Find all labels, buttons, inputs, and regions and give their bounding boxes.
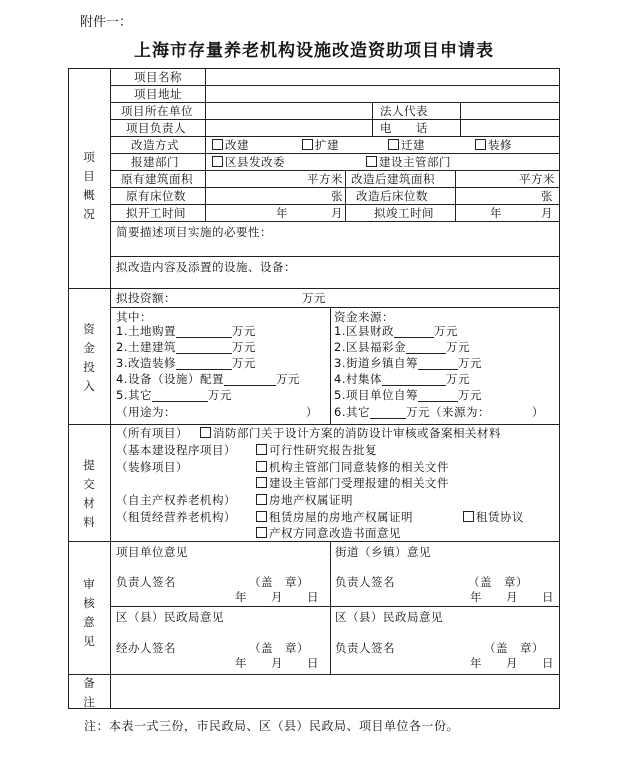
street-seal: （盖 章） [468,575,528,589]
orig-area-unit: 平方米 [307,172,343,186]
source-item-label: 3.街道乡镇自筹 [334,356,418,370]
district-seal-right: （盖 章） [484,641,544,655]
section-overview: 项目概况 [83,150,95,221]
fund-purpose: （用途为： ） [116,405,318,419]
label-column-divider [110,68,111,709]
source-other: 6.其它 万元（来源为： ） [334,405,544,419]
district-date-right: 年 月 日 [470,656,554,670]
source-label: 资金来源： [334,310,394,324]
new-beds-label: 改造后床位数 [356,189,428,203]
fund-item-renovation [116,356,256,370]
dept-option-construction[interactable] [366,155,451,169]
district-sign-label-right: 负责人签名 [335,641,395,655]
project-name-field[interactable] [206,70,560,85]
property-cert-option[interactable] [256,493,353,507]
unit-opinion-label: 项目单位意见 [116,545,188,559]
option-label: 改建 [225,138,249,152]
source-of-label: （来源为： [429,405,490,419]
item-label: 1.土地购置 [116,324,176,338]
source-unit: 万元 [457,356,482,370]
checkbox-icon[interactable] [256,444,267,455]
fire-material-option[interactable] [200,426,501,440]
of-which-label: 其中： [116,310,152,324]
item-unit: 万元 [231,340,256,354]
checkbox-icon[interactable] [366,156,377,167]
option-label: 迁建 [401,138,425,152]
source-unit: 万元 [445,372,470,386]
unit-label: 项目所在单位 [121,104,193,118]
start-month: 月 [331,206,343,220]
method-label: 改造方式 [131,138,179,152]
source-village [334,372,470,386]
street-opinion-label: 街道（乡镇）意见 [335,545,431,559]
option-label: 装修 [488,138,512,152]
finish-label: 拟竣工时间 [374,206,434,220]
lease-option[interactable] [463,510,524,524]
option-label: 机构主管部门同意装修的相关文件 [269,460,449,474]
annex-label: 附件一： [80,15,133,30]
street-sign-label: 负责人签名 [335,575,395,589]
rule [372,102,373,136]
blank-line[interactable] [418,358,458,370]
unit-sign-label: 负责人签名 [116,575,176,589]
source-item-label: 5.项目单位自筹 [334,388,418,402]
item-unit: 万元 [231,356,256,370]
start-year: 年 [276,206,288,220]
source-welfare-lottery [334,340,470,354]
purpose-label: （用途为： [116,405,176,419]
project-address-label: 项目地址 [134,87,182,101]
rule [110,153,560,154]
option-label: 建设主管部门 [379,155,451,169]
blank-line[interactable] [370,407,406,419]
source-street-self [334,356,482,370]
source-unit-self [334,388,482,402]
planned-label: 拟投资额： [116,291,176,305]
item-label: 2.土建建筑 [116,340,176,354]
district-date-left: 年 月 日 [235,656,319,670]
source-unit: 万元 [433,324,458,338]
rule [330,307,331,424]
rule [455,170,456,221]
method-option-expand[interactable] [302,138,339,152]
footnote: 注：本表一式三份，市民政局、区（县）民政局、项目单位各一份。 [84,719,460,733]
checkbox-icon[interactable] [475,139,486,150]
dept-label: 报建部门 [131,155,179,169]
option-label: 租赁房屋的房地产权属证明 [269,510,413,524]
item-label: 3.改造装修 [116,356,176,370]
option-label: 区县发改委 [225,155,285,169]
checkbox-icon[interactable] [200,427,211,438]
method-option-decorate[interactable] [475,138,512,152]
source-district-finance [334,324,458,338]
option-label: 扩建 [315,138,339,152]
checkbox-icon[interactable] [212,139,223,150]
street-date: 年 月 日 [470,590,554,604]
fund-item-construction [116,340,256,354]
checkbox-icon[interactable] [256,527,267,538]
remark-field[interactable] [111,675,559,708]
rule [110,187,560,188]
leased-label: （租赁经营养老机构） [116,510,236,524]
method-option-rebuild[interactable] [212,138,249,152]
orig-beds-unit: 张 [331,189,343,203]
option-label: 建设主管部门受理报建的相关文件 [269,476,449,490]
blank-line[interactable] [394,326,434,338]
all-projects-label: （所有项目） [116,426,188,440]
rule [110,102,560,103]
agency-agree-option[interactable] [256,460,449,474]
rule [110,606,560,607]
section-rule [68,424,560,425]
item-label: 4.设备（设施）配置 [116,372,224,386]
section-review: 审核意见 [83,577,95,648]
district-seal-left: （盖 章） [249,641,309,655]
rule [110,119,560,120]
checkbox-icon[interactable] [463,511,474,522]
option-label: 可行性研究报告批复 [269,443,377,457]
section-rule [68,541,560,542]
blank-line[interactable] [406,342,446,354]
basic-projects-label: （基本建设程序项目） [116,443,236,457]
checkbox-icon[interactable] [212,156,223,167]
rule [110,204,560,205]
source-unit: 万元 [457,388,482,402]
district-opinion-label-left: 区（县）民政局意见 [116,610,224,624]
blank-line[interactable] [176,326,232,338]
item-unit: 万元 [275,372,300,386]
source-item-label: 6.其它 [334,405,370,419]
legal-rep-label: 法人代表 [380,104,428,118]
blank-line[interactable] [152,390,208,402]
blank-line[interactable] [382,374,446,386]
section-rule [68,288,560,289]
phone-field[interactable] [461,121,560,136]
owned-label: （自主产权养老机构） [116,493,236,507]
rule [110,136,560,137]
start-label: 拟开工时间 [126,206,186,220]
checkbox-icon[interactable] [388,139,399,150]
feasibility-option[interactable] [256,443,377,457]
checkbox-icon[interactable] [302,139,313,150]
checkbox-icon[interactable] [256,511,267,522]
rule [110,85,560,86]
method-option-relocate[interactable] [388,138,425,152]
fund-item-other [116,388,232,402]
item-label: 5.其它 [116,388,152,402]
source-item-label: 2.区县福彩金 [334,340,406,354]
option-label: 房地产权属证明 [269,493,353,507]
necessity-label: 简要描述项目实施的必要性： [116,225,272,239]
checkbox-icon[interactable] [256,477,267,488]
owner-agree-option[interactable] [256,526,401,540]
item-unit: 万元 [207,388,232,402]
source-unit: 万元 [405,405,430,419]
handler-sign-label: 经办人签名 [116,641,176,655]
checkbox-icon[interactable] [256,461,267,472]
orig-area-label: 原有建筑面积 [121,172,193,186]
manager-label: 项目负责人 [126,121,186,135]
unit-date: 年 月 日 [235,590,319,604]
section-materials: 提交材料 [83,458,95,529]
leased-cert-option[interactable] [256,510,413,524]
new-area-unit: 平方米 [519,172,555,186]
manager-field[interactable] [206,121,372,136]
rule [110,307,560,308]
option-label: 产权方同意改造书面意见 [269,526,401,540]
new-area-label: 改造后建筑面积 [351,172,435,186]
form-title: 上海市存量养老机构设施改造资助项目申请表 [134,41,494,61]
section-funds: 资金投入 [83,322,95,393]
source-item-label: 1.区县财政 [334,324,394,338]
section-remark: 备注 [83,676,95,709]
legal-rep-field[interactable] [461,104,560,119]
new-beds-unit: 张 [541,189,553,203]
project-name-label: 项目名称 [134,70,182,84]
finish-year: 年 [490,206,502,220]
phone-label: 电 话 [380,121,428,135]
project-address-field[interactable] [206,87,560,102]
reno-projects-label: （装修项目） [116,460,188,474]
blank-line[interactable] [176,358,232,370]
blank-line[interactable] [176,342,232,354]
finish-month: 月 [541,206,553,220]
dept-option-ndrc[interactable] [212,155,285,169]
district-opinion-label-right: 区（县）民政局意见 [335,610,443,624]
checkbox-icon[interactable] [256,494,267,505]
source-unit: 万元 [445,340,470,354]
planned-unit: 万元 [302,291,326,305]
rule [330,541,331,674]
option-label: 租赁协议 [476,510,524,524]
content-label: 拟改造内容及添置的设施、设备： [116,260,296,274]
blank-line[interactable] [224,374,276,386]
unit-field[interactable] [206,104,372,119]
source-item-label: 4.村集体 [334,372,382,386]
option-label: 消防部门关于设计方案的消防设计审核或备案相关材料 [213,426,501,440]
item-unit: 万元 [231,324,256,338]
rule [110,170,560,171]
rule [110,256,560,257]
construction-accept-option[interactable] [256,476,449,490]
rule [110,221,560,222]
rule [345,170,346,221]
unit-seal: （盖 章） [249,575,309,589]
fund-item-equipment [116,372,300,386]
blank-line[interactable] [418,390,458,402]
orig-beds-label: 原有床位数 [126,189,186,203]
fund-item-land [116,324,256,338]
